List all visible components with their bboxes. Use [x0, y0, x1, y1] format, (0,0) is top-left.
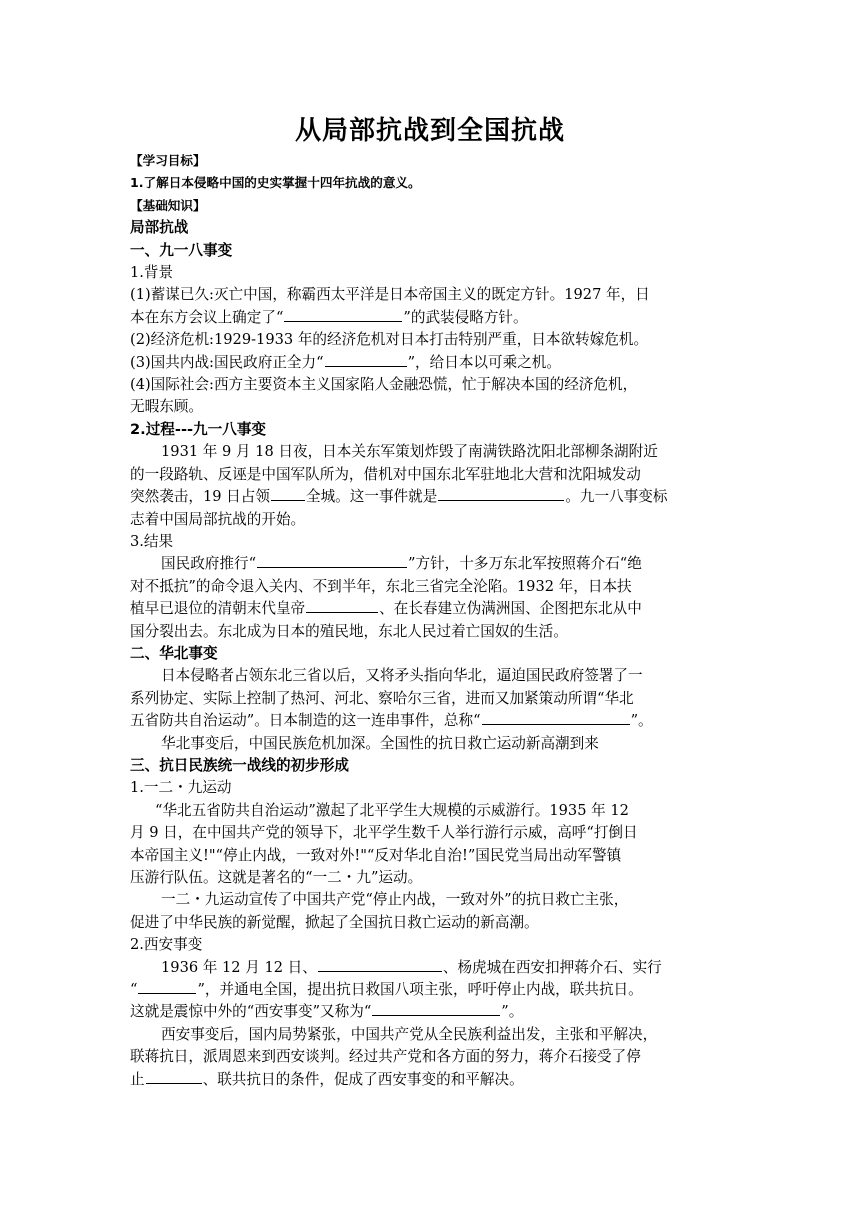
- document-body: [130, 150, 730, 1091]
- text-line: 国分裂出去。东北成为日本的殖民地，东北人民过着亡国奴的生活。: [130, 622, 568, 640]
- text-line: [130, 979, 730, 1001]
- text-segment: 国民政府推行“: [161, 555, 257, 573]
- text-segment: 五省防共自治运动”。日本制造的这一连串事件，总称“: [130, 712, 481, 730]
- text-segment: “: [130, 981, 138, 999]
- text-line: 1931 年 9 月 18 日夜，日本关东军策划炸毁了南满铁路沈阳北部柳条湖附近: [161, 443, 658, 461]
- text-line: [130, 710, 730, 732]
- text-line: [130, 486, 730, 508]
- text-line: (2)经济危机:1929-1933 年的经济危机对日本打击特别严重，日本欲转嫁危机。: [130, 331, 649, 349]
- text-segment: ”的武装侵略方针。: [403, 308, 528, 326]
- text-line: (4)国际社会:西方主要资本主义国家陷人金融恐慌，忙于解决本国的经济危机，: [130, 376, 638, 394]
- text-line: [130, 307, 730, 329]
- text-line: 1.一二・九运动: [130, 779, 232, 797]
- text-segment: (3)国共内战:国民政府正全力“: [130, 353, 324, 371]
- fill-in-blank[interactable]: [372, 1001, 500, 1016]
- fill-in-blank[interactable]: [257, 553, 407, 568]
- text-segment: 本在东方会议上确定了“: [130, 308, 284, 326]
- text-line: 对不抵抗”的命令退入关内、不到半年，东北三省完全沦陷。1932 年，日本扶: [130, 577, 632, 595]
- text-line: 【基础知识】: [130, 197, 206, 213]
- text-line: [130, 1069, 730, 1091]
- text-segment: 植早已退位的清朝末代皇帝: [130, 600, 306, 618]
- text-segment: 1936 年 12 月 12 日、: [161, 958, 317, 976]
- text-segment: 全城。这一事件就是: [305, 488, 438, 506]
- text-line: 无暇东顾。: [130, 398, 203, 416]
- text-line: [130, 553, 730, 575]
- fill-in-blank[interactable]: [138, 979, 196, 994]
- text-line: 月 9 日，在中国共产党的领导下，北平学生数千人举行游行示威，高呼“打倒日: [130, 824, 638, 842]
- fill-in-blank[interactable]: [438, 486, 564, 501]
- text-line: 1.背景: [130, 264, 174, 282]
- document-title: 从局部抗战到全国抗战: [294, 116, 565, 146]
- text-line: 本帝国主义!"“停止内战，一致对外!"“反对华北自治!”国民党当局出动军警镇: [130, 846, 622, 864]
- text-line: (1)蓄谋已久:灭亡中国，称霸西太平洋是日本帝国主义的既定方针。1927 年，日: [130, 286, 650, 304]
- text-line: 日本侵略者占领东北三省以后，又将矛头指向华北，逼迫国民政府签署了一: [161, 667, 643, 685]
- text-line: 3.结果: [130, 532, 174, 550]
- text-segment: ”，给日本以可乘之机。: [407, 353, 561, 371]
- fill-in-blank[interactable]: [306, 598, 378, 613]
- fill-in-blank[interactable]: [146, 1069, 202, 1084]
- text-segment: 突然袭击，19 日占领: [130, 488, 270, 506]
- text-segment: 、在长春建立伪满洲国、企图把东北从中: [379, 600, 642, 618]
- text-line: 【学习目标】: [130, 153, 206, 168]
- text-segment: ”，并通电全国，提出抗日救国八项主张，呼吁停止内战，联共抗日。: [197, 981, 643, 999]
- text-line: 联蒋抗日，派周恩来到西安谈判。经过共产党和各方面的努力，蒋介石接受了停: [130, 1048, 641, 1066]
- text-segment: 、杨虎城在西安扣押蒋介石、实行: [442, 958, 662, 976]
- text-line: [130, 598, 730, 620]
- text-line: 的一段路轨、反诬是中国军队所为，借机对中国东北军驻地北大营和沈阳城发动: [130, 465, 641, 483]
- text-line: 华北事变后，中国民族危机加深。全国性的抗日救亡运动新高潮到来: [161, 734, 599, 752]
- text-segment: 、联共抗日的条件，促成了西安事变的和平解决。: [202, 1070, 524, 1088]
- text-line: 2.西安事变: [130, 936, 203, 954]
- text-segment: 止: [130, 1070, 145, 1088]
- fill-in-blank[interactable]: [271, 486, 305, 501]
- text-segment: 。九一八事变标: [565, 488, 668, 506]
- text-line: 1.了解日本侵略中国的史实掌握十四年抗战的意义。: [130, 175, 421, 191]
- fill-in-blank[interactable]: [284, 307, 402, 322]
- text-line: 系列协定、实际上控制了热河、河北、察哈尔三省，进而又加紧策动所谓“华北: [130, 689, 634, 707]
- text-line: 一、九一八事变: [130, 241, 233, 259]
- fill-in-blank[interactable]: [318, 957, 442, 972]
- text-line: [130, 1001, 730, 1023]
- fill-in-blank[interactable]: [482, 710, 630, 725]
- text-segment: 这就是震惊中外的“西安事变”又称为“: [130, 1003, 372, 1021]
- text-line: [130, 957, 730, 979]
- text-line: 三、抗日民族统一战线的初步形成: [130, 756, 349, 774]
- text-line: 促进了中华民族的新觉醒，掀起了全国抗日救亡运动的新高潮。: [130, 913, 539, 931]
- text-line: 压游行队伍。这就是著名的“一二・九”运动。: [130, 869, 423, 886]
- text-line: 志着中国局部抗战的开始。: [130, 510, 306, 528]
- text-line: 局部抗战: [130, 219, 189, 237]
- text-segment: ”。: [501, 1003, 524, 1021]
- text-segment: ”。: [630, 712, 653, 730]
- fill-in-blank[interactable]: [325, 352, 407, 367]
- text-line: 西安事变后，国内局势紧张，中国共产党从全民族利益出发，主张和平解决，: [161, 1025, 658, 1043]
- text-line: 一二・九运动宣传了中国共产党“停止内战，一致对外”的抗日救亡主张，: [161, 891, 629, 909]
- text-line: 2.过程---九一八事变: [130, 420, 267, 438]
- text-segment: ”方针，十多万东北军按照蒋介石“绝: [408, 555, 642, 573]
- text-line: 二、华北事变: [130, 644, 218, 662]
- text-line: [130, 352, 730, 374]
- text-line: “华北五省防共自治运动”激起了北平学生大规模的示威游行。1935 年 12: [155, 801, 629, 819]
